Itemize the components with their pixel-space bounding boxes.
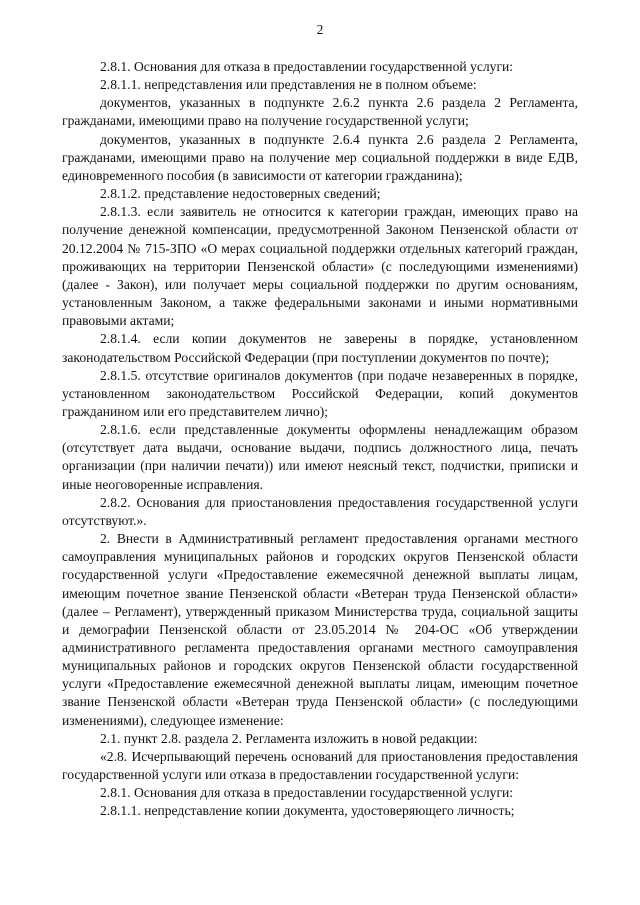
page-number: 2 xyxy=(316,22,324,37)
paragraph-2-8-1-3: 2.8.1.3. если заявитель не относится к категории граждан, имеющих право на получение денежной компенсации, предусмотренной Законом Пензенской области от 20.12.2004 № 715-ЗПО «О мерах социальной поддержки отдельных категорий граждан, проживающих на территории Пензенской области» (с последующими изменениями) (далее - Закон), или получает меры социальной поддержки по другим основаниям, установленным Законом, а также федеральными законами и иными нормативными правовыми актами; xyxy=(62,204,578,329)
paragraph-item-2-amendment: 2. Внести в Административный регламент предоставления органами местного самоуправления муниципальных районов и городских округов Пензенской области государственной услуги «Предоставление ежемесячной денежной выплаты лицам, имеющим почетное звание Пензенской области «Ветеран труда Пензенской области» (далее – Регламент), утвержденный приказом Министерства труда, социальной защиты и демографии Пензенской области от 23.05.2014 № 204-ОС «Об утверждении административного регламента предоставления органами местного самоуправления муниципальных районов и городских округов Пензенской области государственной услуги «Предоставление ежемесячной денежной выплаты лицам, имеющим почетное звание Пензенской области «Ветеран труда Пензенской области» (с последующими изменениями), следующее изменение: xyxy=(62,531,578,728)
paragraph-2-8-1-2: 2.8.1.2. представление недостоверных сведений; xyxy=(100,186,381,202)
document-body xyxy=(62,58,578,821)
paragraph-2-8-1-heading: 2.8.1. Основания для отказа в предоставлении государственной услуги: xyxy=(100,59,514,74)
paragraph-2-8-1-1: 2.8.1.1. непредставления или представления не в полном объеме: xyxy=(100,77,477,93)
paragraph-2-1: 2.1. пункт 2.8. раздела 2. Регламента изложить в новой редакции: xyxy=(100,730,478,746)
paragraph-2-8-2: 2.8.2. Основания для приостановления предоставления государственной услуги отсутствуют.». xyxy=(62,494,578,528)
paragraph-new-2-8: «2.8. Исчерпывающий перечень оснований для приостановления предоставления государственной услуги или отказа в предоставлении государственной услуги: xyxy=(62,748,578,783)
paragraph-documents-2-6-2: документов, указанных в подпункте 2.6.2 пункта 2.6 раздела 2 Регламента, гражданами, имеющими право на получение государственной услуги; xyxy=(62,95,578,129)
paragraph-documents-2-6-4: документов, указанных в подпункте 2.6.4 пункта 2.6 раздела 2 Регламента, гражданами, имеющими право на получение мер социальной поддержки в виде ЕДВ, единовременного пособия (в зависимости от категории гражданина); xyxy=(62,131,578,183)
paragraph-new-2-8-1: 2.8.1. Основания для отказа в предоставлении государственной услуги: xyxy=(100,785,514,801)
paragraph-new-2-8-1-1: 2.8.1.1. непредставление копии документа, удостоверяющего личность; xyxy=(100,803,515,819)
paragraph-2-8-1-6: 2.8.1.6. если представленные документы оформлены ненадлежащим образом (отсутствует дата выдачи, основание выдачи, подпись должностного лица, печать организации (при наличии печати)) или имеют неясный текст, подчистки, приписки и иные неоговоренные исправления. xyxy=(62,422,578,492)
paragraph-2-8-1-4: 2.8.1.4. если копии документов не заверены в порядке, установленном законодательством Российской Федерации (при поступлении документов по почте); xyxy=(62,331,578,365)
paragraph-2-8-1-5: 2.8.1.5. отсутствие оригиналов документов (при подаче незаверенных в порядке, установленном законодательством Российской Федерации, копий документов гражданином или его представителем лично); xyxy=(62,367,578,419)
